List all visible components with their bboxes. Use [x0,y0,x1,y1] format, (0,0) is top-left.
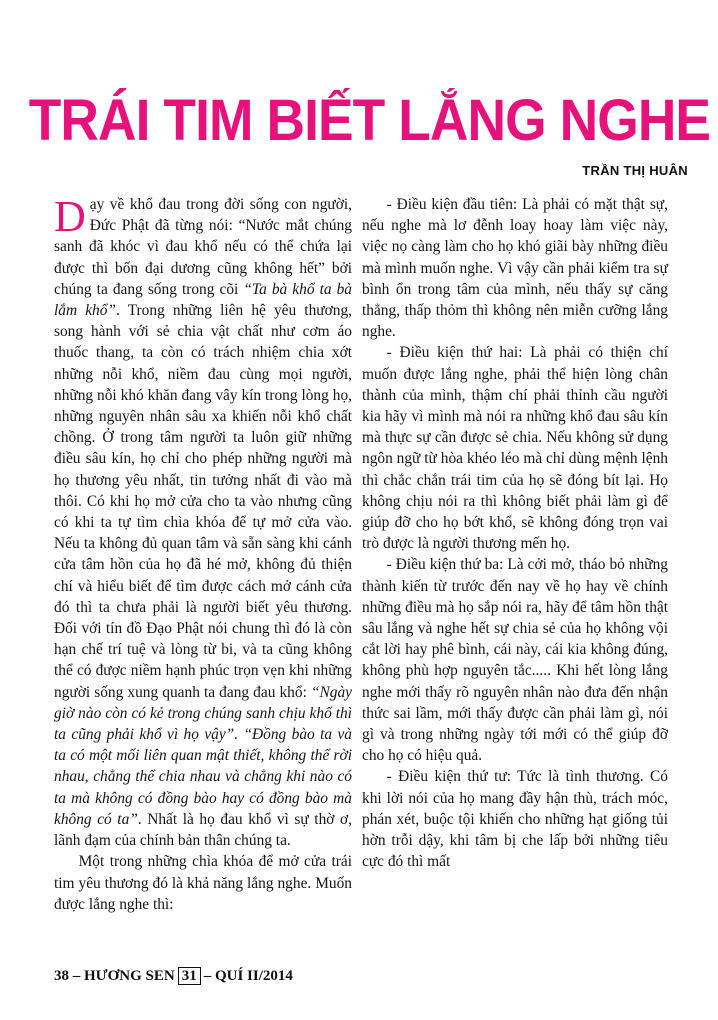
article-title: TRÁI TIM BIẾT LẮNG NGHE [28,88,711,153]
page-number: 38 [54,968,69,984]
article-author: TRẦN THỊ HUÂN [582,163,688,178]
right-paragraph-4: - Điều kiện thứ tư: Tức là tình thương. Có khi lời nói của họ mang đầy hận thù, trách móc, phán xét, buộc tội khiến cho những hạt giống tủi hờn trỗi dậy, khi tâm bị che lấp bởi những tiêu cực đó thì mất [362,768,668,871]
right-column [362,194,668,873]
left-paragraph-2: Một trong những chìa khóa để mở cửa trái tim yêu thương đó là khả năng lắng nghe. Muốn được lắng nghe thì: [54,853,352,913]
page-footer [54,967,293,985]
magazine-name: – HƯƠNG SEN [72,968,175,984]
left-paragraph-1-quote-2: “Ngày giờ nào còn có kẻ trong chúng sanh chịu khổ thì ta cũng phải khổ vì họ vậy”. “Đồng bào ta và ta có một mối liên quan mật thiết, không thể rời nhau, chẳng thể chia nhau và chẳng khi nào có ta mà không có đồng bào hay có đồng bào mà không có ta” [54,683,352,828]
left-paragraph-1-part-2: . Trong những liên hệ yêu thương, song hành với sẻ chia vật chất như cơm áo thuốc thang, ta còn có trách nhiệm chia xớt những nỗi khổ, niềm đau cùng mọi người, những nỗi khó khăn đang vây kín trong lòng họ, những nguyên nhân sâu xa khiến nỗi khổ chất chồng. Ở trong tâm người ta luôn giữ những điều sâu kín, họ chỉ cho phép những người mà họ thương yêu nhất, tin tưởng nhất đi vào mà thôi. Có khi họ mở cửa cho ta vào nhưng cũng có khi ta tự tìm chìa khóa để tự mở cửa vào. Nếu ta không đủ quan tâm và sẵn sàng khi cánh cửa tâm hồn của họ đã hé mở, không đủ thiện chí và hiểu biết để tìm được cách mở cánh cửa đó thì ta chưa phải là người biết yêu thương. Đối với tín đồ Đạo Phật nói chung thì đó là còn hạn chế trí tuệ và lòng từ bi, và ta cũng không thể có được niềm hạnh phúc trọn vẹn khi những người sống xung quanh ta đang đau khổ: [54,302,352,701]
left-column [54,194,352,915]
drop-cap: D [54,192,86,241]
left-paragraph-1-quote-1: “Ta bà khổ ta bà lắm khổ” [54,280,352,320]
left-paragraph-1-part-1: ạy về khổ đau trong đời sống con người, Đức Phật đã từng nói: “Nước mắt chúng sanh đã khóc vì đau khổ nếu có thể chứa lại được thì bốn đại dương cũng không hết” bởi chúng ta đang sống trong cõi [54,196,352,298]
right-paragraph-2: - Điều kiện thứ hai: Là phải có thiện chí muốn được lắng nghe, phải thể hiện lòng chân thành của mình, thậm chí phải thỉnh cầu người kia hãy vì mình mà nói ra những khổ đau sâu kín mà thực sự cần được sẻ chia. Nếu không sử dụng ngôn ngữ từ hòa khéo léo mà chỉ dùng mệnh lệnh thì chắc chắn trái tim của họ sẽ đóng bít lại. Họ không chịu nói ra thì không biết phải làm gì để giúp đỡ cho họ bớt khổ, sẽ không đóng trọn vai trò được là người thương mến họ. [362,344,668,553]
right-paragraph-3: - Điều kiện thứ ba: Là cởi mở, tháo bỏ những thành kiến từ trước đến nay về họ hay về chính những điều mà họ sắp nói ra, hãy để tâm hồn thật sâu lắng và nghe hết sự chia sẻ của họ không vội cắt lời hay phê bình, cái này, cái kia không đúng, không phù hợp nguyên tắc..... Khi hết lòng lắng nghe mới thấy rõ nguyên nhân nào đưa đến nhận thức sai lầm, mới thấy được cần phải làm gì, nói gì và trong những ngày tới mới có thể giúp đỡ cho họ có hiệu quả. [362,556,668,765]
right-paragraph-1: - Điều kiện đầu tiên: Là phải có mặt thật sự, nếu nghe mà lơ đễnh loay hoay làm việc này, việc nọ càng làm cho họ khó giãi bày những điều mà mình muốn nghe. Vì vậy cần phải kiểm tra sự bình ổn trong tâm của mình, nếu thấy sự căng thẳng, thấp thỏm thì không nên miễn cưỡng lắng nghe. [362,196,668,341]
issue-period: – QUÍ II/2014 [203,968,293,984]
issue-number-box: 31 [178,967,201,985]
left-paragraph-1 [54,194,352,851]
left-paragraph-1-part-3: . Nhất là họ đau khổ vì sự thờ ơ, lãnh đạm của chính bản thân chúng ta. [54,810,352,850]
